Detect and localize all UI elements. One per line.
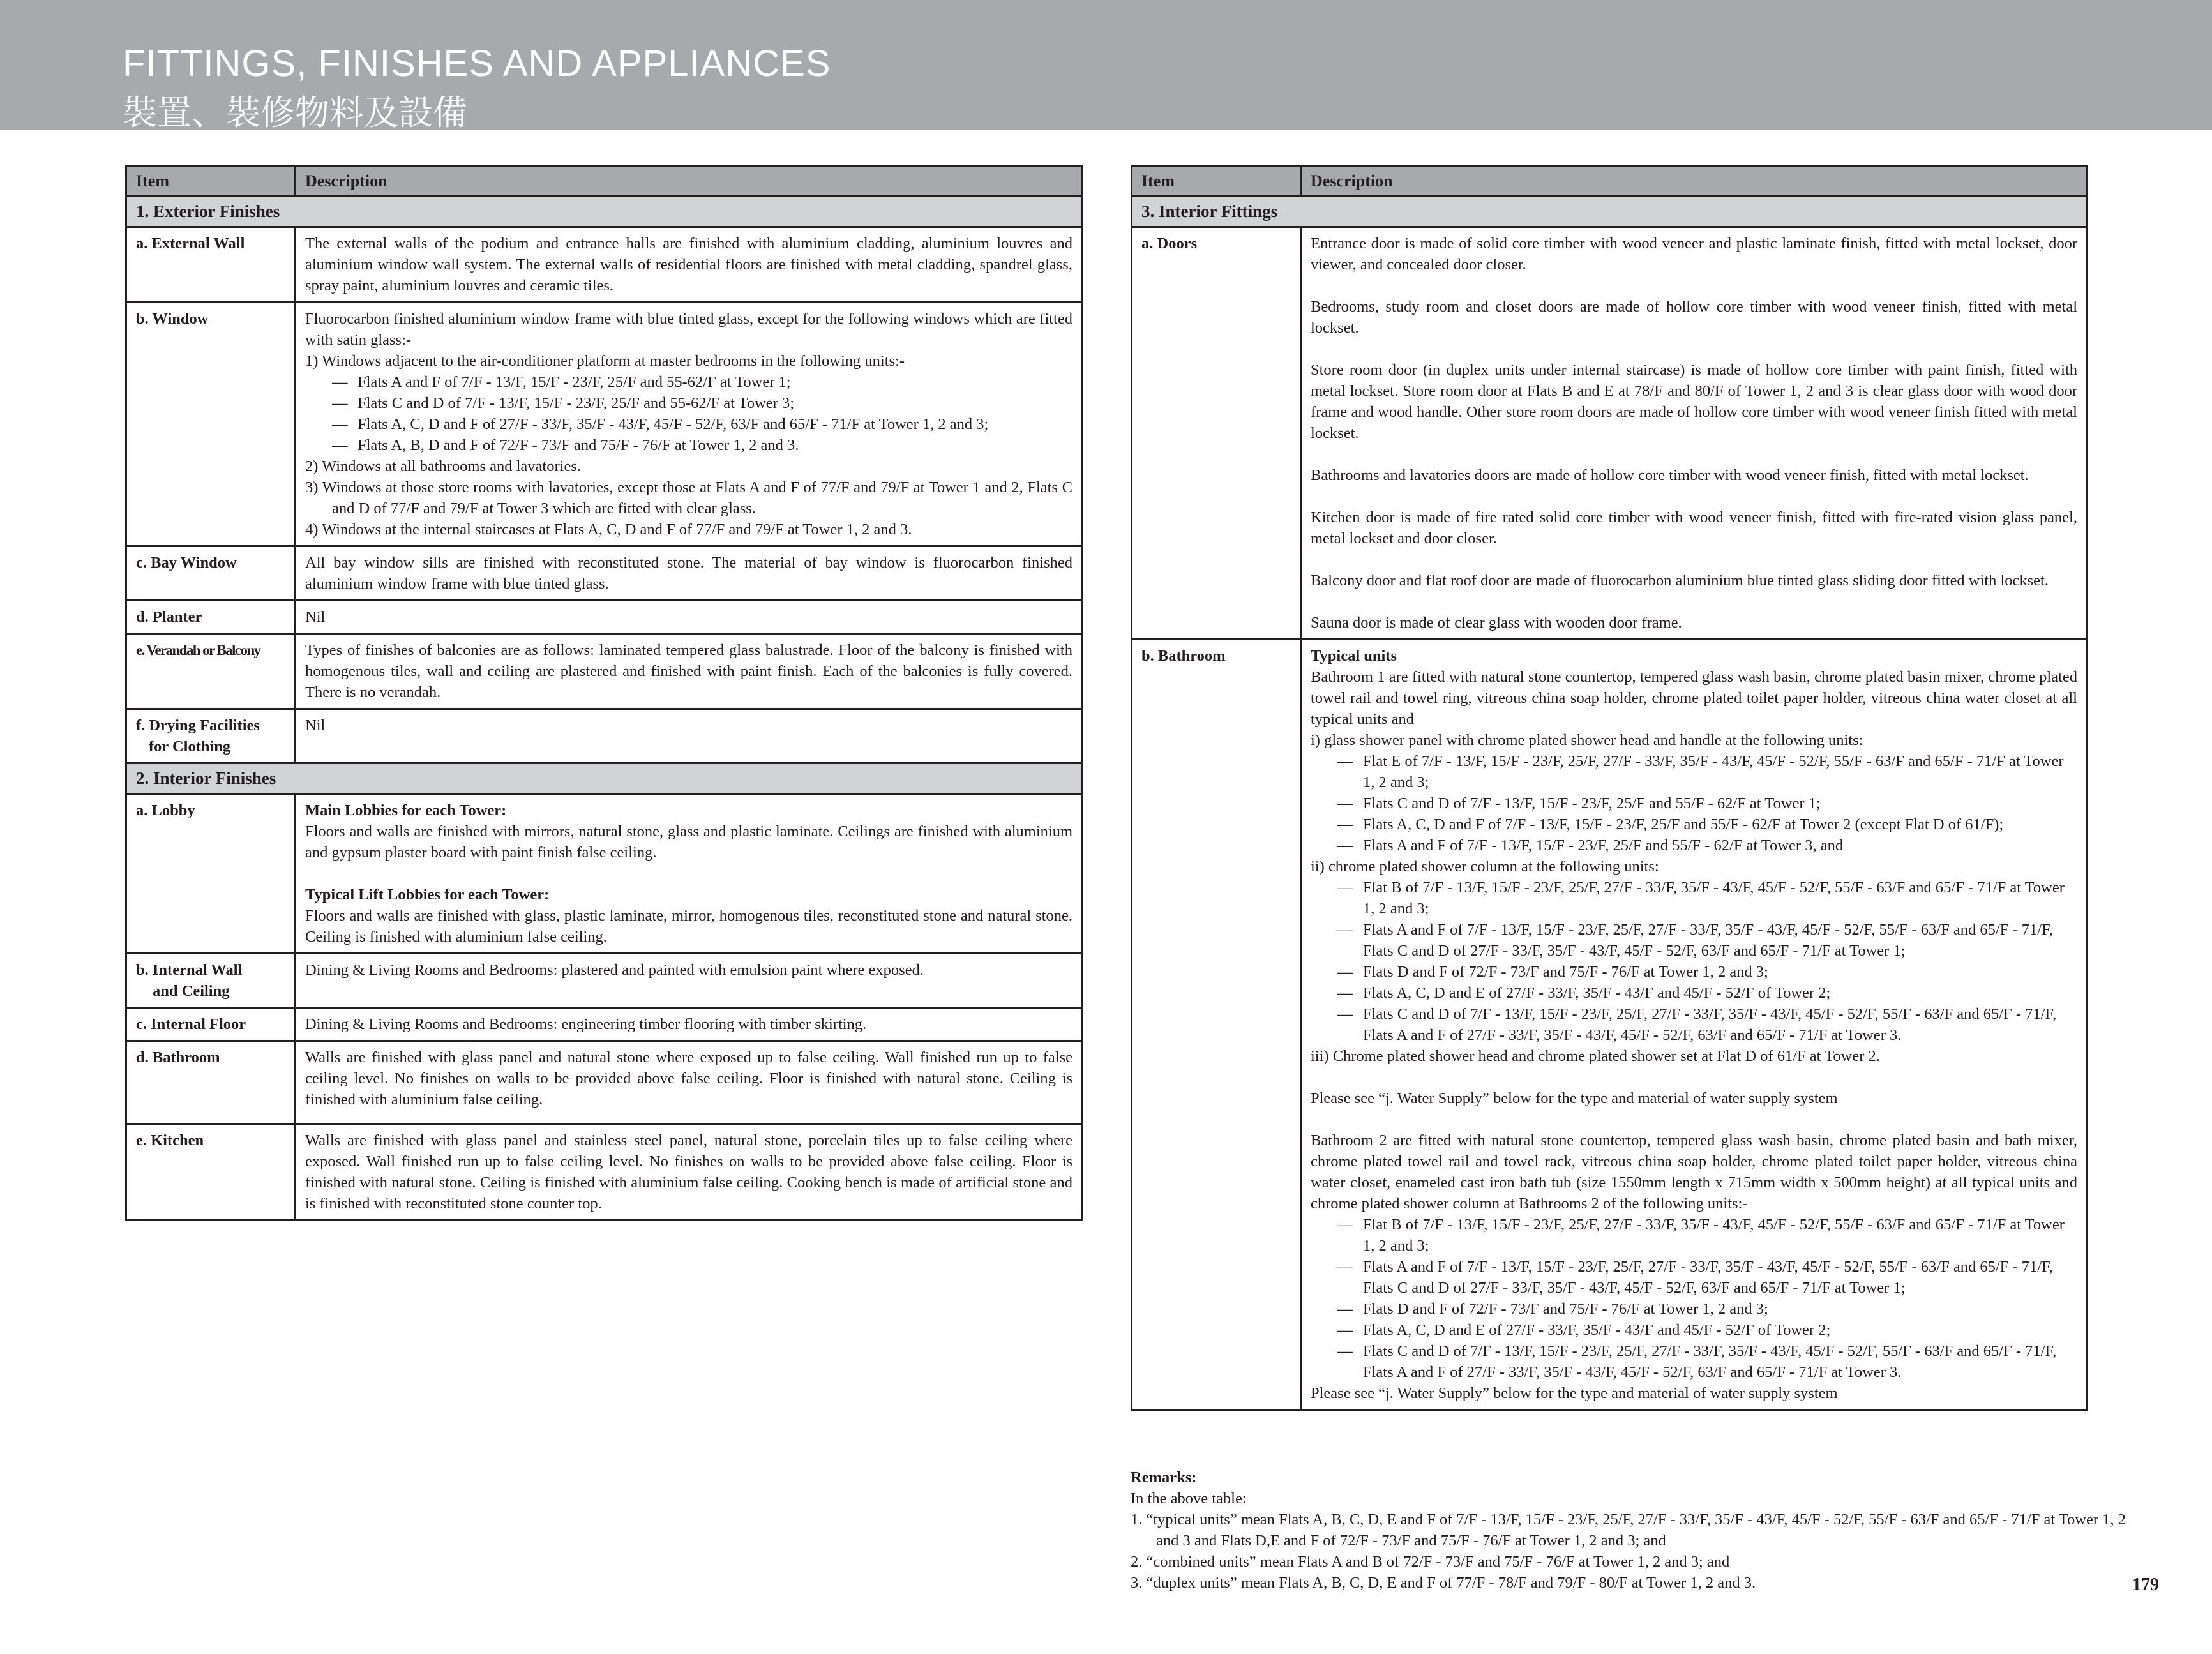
- list-item: — Flats A and F of 7/F - 13/F, 15/F - 23/F, 25/F, 27/F - 33/F, 35/F - 43/F, 45/F - 52/F, 55/F - 63/F and 65/F - 71/F, Flats C and D of 27/F - 33/F, 35/F - 43/F, 45/F - 52/F, 63/F and 65/F - 71/F at Tower 1;: [1337, 919, 2077, 961]
- item-label: d. Planter: [126, 601, 296, 634]
- doors-paragraph: Balcony door and flat roof door are made of fluorocarbon aluminium blue tinted glass sliding door fitted with lockset.: [1311, 572, 2049, 589]
- list-item: — Flat B of 7/F - 13/F, 15/F - 23/F, 25/F, 27/F - 33/F, 35/F - 43/F, 45/F - 52/F, 55/F - 63/F and 65/F - 71/F at Tower 1, 2 and 3;: [1337, 877, 2077, 919]
- item-description: [1301, 227, 2088, 640]
- item-description: Types of finishes of balconies are as follows: laminated tempered glass balustrade. Floor of the balcony is finished with homogenous tiles, wall and ceiling are plastered and finished with paint finish. Each of the balconies is fully covered. There is no verandah.: [296, 634, 1083, 709]
- list-item: — Flats D and F of 72/F - 73/F and 75/F - 76/F at Tower 1, 2 and 3;: [1337, 961, 2077, 982]
- window-item-3: 3) Windows at those store rooms with lavatories, except those at Flats A and F of 77/F and 79/F at Tower 1 and 2, Flats C and D of 77/F and 79/F at Tower 3 which are fitted with clear glass.: [305, 479, 1072, 517]
- section-exterior-finishes: 1. Exterior Finishes: [126, 197, 1083, 227]
- bathroom1-item-ii: ii) chrome plated shower column at the following units:: [1311, 858, 1659, 875]
- water-supply-note: Please see “j. Water Supply” below for the type and material of water supply system: [1311, 1090, 1838, 1107]
- main-lobby-text: Floors and walls are finished with mirrors, natural stone, glass and plastic laminate. Ceilings are finished with aluminium and gypsum plaster board with paint finish false ceiling.: [305, 823, 1072, 861]
- bathroom2-intro: Bathroom 2 are fitted with natural stone countertop, tempered glass wash basin, chrome plated basin and bath mixer, chrome plated towel rail and towel rack, vitreous china soap holder, chrome plated toilet paper holder, vitreous china water closet, enameled cast iron bath tub (size 1550mm length x 715mm width x 500mm height) at all typical units and chrome plated shower column at Bathrooms 2 of the following units:-: [1311, 1132, 2077, 1212]
- item-label: b. Window: [126, 303, 296, 546]
- item-label: e. Verandah or Balcony: [126, 634, 296, 709]
- window-item-2: 2) Windows at all bathrooms and lavatories.: [305, 458, 581, 475]
- water-supply-note: Please see “j. Water Supply” below for the type and material of water supply system: [1311, 1385, 1838, 1402]
- window-intro: Fluorocarbon finished aluminium window frame with blue tinted glass, except for the following windows which are fitted with satin glass:-: [305, 310, 1072, 349]
- list-item: — Flat E of 7/F - 13/F, 15/F - 23/F, 25/F, 27/F - 33/F, 35/F - 43/F, 45/F - 52/F, 55/F - 63/F and 65/F - 71/F at Tower 1, 2 and 3;: [1337, 751, 2077, 793]
- item-description: All bay window sills are finished with reconstituted stone. The material of bay window is fluorocarbon finished aluminium window frame with blue tinted glass.: [296, 546, 1083, 601]
- window-item-1: 1) Windows adjacent to the air-conditioner platform at master bedrooms in the following units:-: [305, 352, 905, 370]
- list-item: 1. “typical units” mean Flats A, B, C, D, E and F of 7/F - 13/F, 15/F - 23/F, 25/F, 27/F - 33/F, 35/F - 43/F, 45/F - 52/F, 55/F - 63/F and 65/F - 71/F at Tower 1, 2 and 3 and Flats D,E and F of 72/F - 73/F and 75/F - 76/F at Tower 1, 2 and 3; and: [1131, 1511, 2126, 1549]
- label-line-1: f. Drying Facilities: [136, 717, 260, 734]
- list-item: — Flats C and D of 7/F - 13/F, 15/F - 23/F, 25/F, 27/F - 33/F, 35/F - 43/F, 45/F - 52/F, 55/F - 63/F and 65/F - 71/F, Flats A and F of 27/F - 33/F, 35/F - 43/F, 45/F - 52/F, 63/F and 65/F - 71/F at Tower 3.: [1337, 1004, 2077, 1046]
- label-line-2: for Clothing: [149, 738, 231, 755]
- item-description: Nil: [296, 709, 1083, 763]
- list-item: — Flat B of 7/F - 13/F, 15/F - 23/F, 25/F, 27/F - 33/F, 35/F - 43/F, 45/F - 52/F, 55/F - 63/F and 65/F - 71/F at Tower 1, 2 and 3;: [1337, 1214, 2077, 1256]
- item-label: a. Doors: [1132, 227, 1301, 640]
- list-item: — Flats A and F of 7/F - 13/F, 15/F - 23/F, 25/F and 55/F - 62/F at Tower 3, and: [1337, 835, 2077, 856]
- window-dash-list: [305, 372, 1072, 456]
- doors-paragraph: Bathrooms and lavatories doors are made of hollow core timber with wood veneer finish, fitted with metal lockset.: [1311, 467, 2029, 484]
- bathroom1-ii-list: [1311, 877, 2077, 1046]
- doors-paragraph: Store room door (in duplex units under internal staircase) is made of hollow core timber with paint finish, fitted with metal lockset. Store room door at Flats B and E at 78/F and 80/F of Tower 1, 2 and 3 is clear glass door with wood door frame and wood handle. Other store room doors are made of hollow core timber with wood veneer finish fitted with metal lockset.: [1311, 361, 2077, 442]
- doors-paragraph: Kitchen door is made of fire rated solid core timber with wood veneer finish, fitted with fire-rated vision glass panel, metal lockset and door closer.: [1311, 509, 2077, 547]
- bathroom1-i-list: [1311, 751, 2077, 856]
- list-item: — Flats A and F of 7/F - 13/F, 15/F - 23/F, 25/F and 55-62/F at Tower 1;: [332, 372, 1072, 393]
- label-line-1: b. Internal Wall: [136, 961, 243, 979]
- table-row: [126, 546, 1083, 601]
- section-interior-fittings: 3. Interior Fittings: [1132, 197, 2088, 227]
- item-description: Dining & Living Rooms and Bedrooms: engineering timber flooring with timber skirting.: [296, 1008, 1083, 1041]
- table-row: [1132, 640, 2088, 1410]
- item-description: Nil: [296, 601, 1083, 634]
- item-description: [296, 303, 1083, 546]
- list-item: — Flats A and F of 7/F - 13/F, 15/F - 23/F, 25/F, 27/F - 33/F, 35/F - 43/F, 45/F - 52/F, 55/F - 63/F and 65/F - 71/F, Flats C and D of 27/F - 33/F, 35/F - 43/F, 45/F - 52/F, 63/F and 65/F - 71/F at Tower 1;: [1337, 1256, 2077, 1298]
- list-item: — Flats A, B, D and F of 72/F - 73/F and 75/F - 76/F at Tower 1, 2 and 3.: [332, 435, 1072, 456]
- list-item: — Flats A, C, D and F of 7/F - 13/F, 15/F - 23/F, 25/F and 55/F - 62/F at Tower 2 (except Flat D of 61/F);: [1337, 814, 2077, 835]
- label-line-2: and Ceiling: [153, 982, 230, 1000]
- table-row: [126, 634, 1083, 709]
- item-description: Dining & Living Rooms and Bedrooms: plastered and painted with emulsion paint where exposed.: [296, 954, 1083, 1008]
- main-lobby-title: Main Lobbies for each Tower:: [305, 802, 507, 819]
- table-row: [126, 1041, 1083, 1124]
- list-item: — Flats C and D of 7/F - 13/F, 15/F - 23/F, 25/F and 55/F - 62/F at Tower 1;: [1337, 793, 2077, 814]
- item-description: [296, 794, 1083, 954]
- list-item: — Flats C and D of 7/F - 13/F, 15/F - 23/F, 25/F and 55-62/F at Tower 3;: [332, 393, 1072, 414]
- table-row: [126, 709, 1083, 763]
- list-item: 2. “combined units” mean Flats A and B of 72/F - 73/F and 75/F - 76/F at Tower 1, 2 and 3; and: [1131, 1553, 1730, 1570]
- item-label: c. Bay Window: [126, 546, 296, 601]
- item-label: [126, 954, 296, 1008]
- page-title-english: FITTINGS, FINISHES AND APPLIANCES: [123, 43, 831, 84]
- item-header: Item: [1132, 166, 1301, 197]
- description-header: Description: [1301, 166, 2088, 197]
- list-item: — Flats C and D of 7/F - 13/F, 15/F - 23/F, 25/F, 27/F - 33/F, 35/F - 43/F, 45/F - 52/F, 55/F - 63/F and 65/F - 71/F, Flats A and F of 27/F - 33/F, 35/F - 43/F, 45/F - 52/F, 63/F and 65/F - 71/F at Tower 3.: [1337, 1341, 2077, 1383]
- table-row: [1132, 227, 2088, 640]
- list-item: — Flats A, C, D and F of 27/F - 33/F, 35/F - 43/F, 45/F - 52/F, 63/F and 65/F - 71/F at Tower 1, 2 and 3;: [332, 414, 1072, 435]
- item-description: Walls are finished with glass panel and natural stone where exposed up to false ceiling. Wall finished run up to false ceiling level. No finishes on walls to be provided above false ceiling. Floor is finished with natural stone. Ceiling is finished with aluminium false ceiling.: [296, 1041, 1083, 1124]
- item-description: [1301, 640, 2088, 1410]
- table-row: [126, 1124, 1083, 1221]
- list-item: 3. “duplex units” mean Flats A, B, C, D, E and F of 77/F - 78/F and 79/F - 80/F at Tower 1, 2 and 3.: [1131, 1574, 1756, 1591]
- item-label: a. External Wall: [126, 227, 296, 303]
- table-row: [126, 954, 1083, 1008]
- right-spec-table: [1131, 165, 2088, 1411]
- remarks-title: Remarks:: [1131, 1469, 1197, 1486]
- item-label: c. Internal Floor: [126, 1008, 296, 1041]
- bathroom1-intro: Bathroom 1 are fitted with natural stone countertop, tempered glass wash basin, chrome plated basin mixer, chrome plated towel rail and towel ring, vitreous china soap holder, chrome plated toilet paper holder, vitreous china water closet at all typical units and: [1311, 668, 2077, 728]
- table-row: [126, 303, 1083, 546]
- table-row: [126, 601, 1083, 634]
- item-label: d. Bathroom: [126, 1041, 296, 1124]
- remarks-list: [1131, 1509, 2126, 1593]
- lift-lobby-title: Typical Lift Lobbies for each Tower:: [305, 886, 550, 903]
- table-header-row: [1132, 166, 2088, 197]
- item-description: The external walls of the podium and entrance halls are finished with aluminium cladding, aluminium louvres and aluminium window wall system. The external walls of residential floors are finished with metal cladding, spandrel glass, spray paint, aluminium louvres and ceramic tiles.: [296, 227, 1083, 303]
- doors-paragraph: Sauna door is made of clear glass with wooden door frame.: [1311, 614, 1682, 631]
- window-item-4: 4) Windows at the internal staircases at Flats A, C, D and F of 77/F and 79/F at Tower 1, 2 and 3.: [305, 521, 912, 538]
- bathroom2-list: [1311, 1214, 2077, 1383]
- page-title-chinese: 裝置、裝修物料及設備: [123, 93, 467, 133]
- description-header: Description: [296, 166, 1083, 197]
- doors-paragraph: Entrance door is made of solid core timber with wood veneer and plastic laminate finish, fitted with metal lockset, door viewer, and concealed door closer.: [1311, 235, 2077, 273]
- item-label: [126, 709, 296, 763]
- bathroom1-item-iii: iii) Chrome plated shower head and chrome plated shower set at Flat D of 61/F at Tower 2.: [1311, 1048, 1880, 1065]
- table-row: [126, 794, 1083, 954]
- left-spec-table: [125, 165, 1083, 1221]
- remarks-intro: In the above table:: [1131, 1490, 1247, 1507]
- item-label: b. Bathroom: [1132, 640, 1301, 1410]
- item-label: a. Lobby: [126, 794, 296, 954]
- lift-lobby-text: Floors and walls are finished with glass, plastic laminate, mirror, homogenous tiles, reconstituted stone and natural stone. Ceiling is finished with aluminium false ceiling.: [305, 907, 1072, 945]
- item-description: Walls are finished with glass panel and stainless steel panel, natural stone, porcelain tiles up to false ceiling where exposed. Wall finished run up to false ceiling level. No finishes on walls to be provided above false ceiling. Floor is finished with natural stone. Ceiling is finished with aluminium false ceiling. Cooking bench is made of artificial stone and is finished with reconstituted stone counter top.: [296, 1124, 1083, 1221]
- table-row: [126, 1008, 1083, 1041]
- item-label: e. Kitchen: [126, 1124, 296, 1221]
- list-item: — Flats A, C, D and E of 27/F - 33/F, 35/F - 43/F and 45/F - 52/F of Tower 2;: [1337, 982, 2077, 1004]
- typical-units-title: Typical units: [1311, 647, 1397, 665]
- item-header: Item: [126, 166, 296, 197]
- bathroom1-item-i: i) glass shower panel with chrome plated shower head and handle at the following units:: [1311, 732, 1863, 749]
- list-item: — Flats A, C, D and E of 27/F - 33/F, 35/F - 43/F and 45/F - 52/F of Tower 2;: [1337, 1319, 2077, 1341]
- table-row: [126, 227, 1083, 303]
- page-number: 179: [2132, 1575, 2159, 1595]
- doors-paragraph: Bedrooms, study room and closet doors are made of hollow core timber with wood veneer finish, fitted with metal lockset.: [1311, 298, 2077, 336]
- remarks: [1131, 1467, 2126, 1593]
- list-item: — Flats D and F of 72/F - 73/F and 75/F - 76/F at Tower 1, 2 and 3;: [1337, 1298, 2077, 1319]
- table-header-row: [126, 166, 1083, 197]
- section-interior-finishes: 2. Interior Finishes: [126, 763, 1083, 794]
